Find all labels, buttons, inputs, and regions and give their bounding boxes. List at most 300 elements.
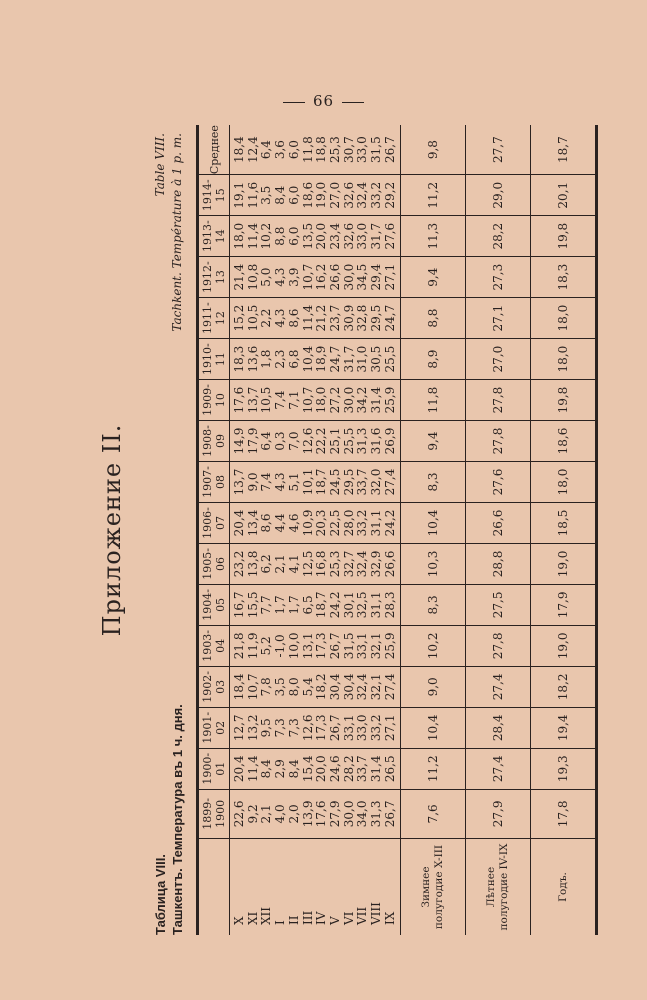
temperature-value: 6,5 [300,595,315,615]
aggregate-value: 29,0 [466,175,531,216]
temperature-value: 10,4 [300,345,315,373]
temperature-value: 8,4 [259,759,274,779]
month-values-cell [230,380,401,421]
temperature-value: 9,0 [245,472,260,492]
aggregate-value: 28,4 [466,707,531,748]
temperature-value: 32,6 [341,222,356,250]
temperature-value: 27,4 [382,468,397,496]
temperature-value: 3,6 [273,140,288,160]
temperature-value: 6,0 [286,140,301,160]
table-title-fr: Table VIII. Tachkent. Température à 1 p. m. [153,133,184,332]
month-label: II [286,915,301,925]
temperature-value: 24,7 [327,345,342,373]
column-header: 1905-06 [198,543,230,584]
temperature-value: 30,0 [341,263,356,291]
aggregate-label: Зимнее полугодие X-III [401,839,466,936]
temperature-value: 24,2 [327,591,342,619]
temperature-value: 32,9 [369,550,384,578]
temperature-value: 13,6 [245,345,260,373]
temperature-value: 33,1 [341,714,356,742]
temperature-value: 16,8 [314,550,329,578]
header-corner [198,839,230,936]
temperature-value: 12,4 [245,136,260,163]
temperature-value: 18,7 [314,591,329,619]
temperature-value: 24,5 [327,468,342,496]
temperature-value: 27,1 [382,263,397,291]
temperature-value: 24,7 [382,304,397,332]
temperature-value: 10,1 [300,468,315,496]
aggregate-value: 19,3 [531,748,597,789]
temperature-value: 11,4 [245,755,260,783]
column-header: 1902-03 [198,666,230,707]
temperature-value: 31,7 [341,345,356,373]
temperature-value: 32,5 [355,591,370,619]
temperature-value: 19,0 [314,181,329,209]
aggregate-row [466,125,531,935]
aggregate-value: 8,8 [401,298,466,339]
aggregate-value: 7,6 [401,789,466,838]
aggregate-value: 11,3 [401,216,466,257]
temperature-value: 20,0 [314,222,329,250]
temperature-value: 24,2 [382,509,397,537]
temperature-value: 21,2 [314,304,329,332]
temperature-value: 26,7 [382,136,397,163]
aggregate-value: 9,4 [401,257,466,298]
aggregate-label: Годъ. [531,839,597,936]
temperature-value: 2,1 [259,804,274,824]
temperature-value: 1,7 [286,595,301,615]
temperature-value: 17,6 [232,386,246,414]
temperature-value: 34,5 [355,263,370,291]
temperature-value: 22,6 [232,800,246,828]
column-header: 1906-07 [198,502,230,543]
aggregate-value: 9,4 [401,421,466,462]
temperature-value: 4,3 [273,472,288,492]
aggregate-value: 11,2 [401,175,466,216]
temperature-value: 18,8 [314,136,329,163]
temperature-value: 13,4 [245,509,260,537]
aggregate-value: 27,3 [466,257,531,298]
temperature-value: 10,9 [300,509,315,537]
temperature-value: 1,7 [273,595,288,615]
aggregate-value: 18,6 [531,421,597,462]
temperature-value: 8,6 [286,308,301,328]
temperature-value: 7,4 [259,472,274,492]
temperature-value: 20,0 [314,755,329,783]
column-header: 1908-09 [198,421,230,462]
temperature-value: 30,4 [327,673,342,701]
temperature-value: 32,1 [369,673,384,701]
temperature-value: 33,0 [355,136,370,163]
temperature-value: 28,0 [341,509,356,537]
temperature-value: 31,4 [369,755,384,783]
temperature-value: 3,9 [286,267,301,287]
temperature-value: 6,0 [286,185,301,205]
temperature-value: 21,4 [232,263,246,291]
column-header: Среднее [198,125,230,175]
column-header: 1913-14 [198,216,230,257]
temperature-value: 26,6 [327,263,342,291]
temperature-value: 15,5 [245,591,260,619]
temperature-value: 31,4 [369,386,384,414]
month-values-cell [230,789,401,838]
month-label: IX [382,911,397,925]
temperature-value: 18,4 [232,673,246,701]
aggregate-row [531,125,597,935]
month-values-cell [230,257,401,298]
aggregate-value: 27,6 [466,462,531,503]
aggregate-row [401,125,466,935]
temperature-value: 23,7 [327,304,342,332]
temperature-value: 25,5 [382,345,397,373]
temperature-value: 4,6 [286,513,301,533]
temperature-value: 22,5 [327,509,342,537]
temperature-value: 27,1 [382,714,397,742]
temperature-value: 20,4 [232,755,246,783]
temperature-value: 31,6 [369,427,384,455]
temperature-value: 31,5 [341,632,356,660]
temperature-value: 29,2 [382,181,397,209]
temperature-value: 5,0 [259,267,274,287]
table-title-ru: Таблица VIII. Ташкентъ. Температура въ 1 ч. дня. [153,704,185,935]
temperature-value: 9,5 [259,718,274,738]
column-header: 1909-10 [198,380,230,421]
temperature-value: 26,7 [382,800,397,828]
temperature-value: 21,8 [232,632,246,660]
month-label: XI [245,911,260,925]
temperature-value: 28,2 [341,755,356,783]
temperature-value: 23,4 [327,222,342,250]
temperature-value: 13,8 [245,550,260,578]
temperature-value: 33,0 [355,222,370,250]
temperature-value: 10,0 [286,632,301,660]
temperature-value: 13,1 [300,632,315,660]
aggregate-value: 18,7 [531,125,597,175]
temperature-value: 27,2 [327,386,342,414]
temperature-value: 28,3 [382,591,397,619]
page-number: 66 [0,92,647,110]
temperature-value: 27,6 [382,222,397,250]
temperature-value: 8,4 [273,185,288,205]
column-header: 1903-04 [198,625,230,666]
aggregate-value: 19,4 [531,707,597,748]
temperature-value: 31,5 [369,136,384,163]
temperature-value: 18,7 [314,468,329,496]
temperature-value: 7,3 [286,718,301,738]
aggregate-value: 18,0 [531,339,597,380]
column-header: 1911-12 [198,298,230,339]
temperature-value: 32,4 [355,673,370,701]
aggregate-value: 18,2 [531,666,597,707]
temperature-value: 20,4 [232,509,246,537]
aggregate-value: 11,2 [401,748,466,789]
temperature-value: 11,4 [300,304,315,332]
monthly-values-row [230,125,401,935]
temperature-value: 10,7 [245,673,260,701]
temperature-value: 25,3 [327,550,342,578]
temperature-value: 30,7 [341,136,356,163]
temperature-value: 31,3 [355,427,370,455]
month-values-cell [230,625,401,666]
month-label: III [300,910,315,925]
aggregate-value: 17,9 [531,584,597,625]
month-labels [230,839,401,936]
temperature-value: 4,3 [273,267,288,287]
temperature-value: 8,6 [259,513,274,533]
temperature-value: 11,8 [300,136,315,163]
temperature-value: 32,4 [355,181,370,209]
aggregate-value: 28,8 [466,543,531,584]
temperature-value: 31,3 [369,800,384,828]
temperature-value: 7,1 [286,390,301,410]
temperature-value: 32,0 [369,468,384,496]
aggregate-value: 10,3 [401,543,466,584]
temperature-value: 18,4 [232,136,246,163]
temperature-value: 17,3 [314,632,329,660]
temperature-value: 27,0 [327,181,342,209]
aggregate-value: 27,4 [466,748,531,789]
aggregate-value: 19,0 [531,543,597,584]
month-values-cell [230,339,401,380]
month-label: XII [259,906,274,925]
temperature-value: 12,7 [232,714,246,742]
month-values-cell [230,175,401,216]
temperature-value: 18,3 [232,345,246,373]
aggregate-value: 18,0 [531,462,597,503]
aggregate-value: 18,5 [531,502,597,543]
temperature-value: 2,1 [273,554,288,574]
temperature-value: 33,2 [369,714,384,742]
temperature-value: 16,2 [314,263,329,291]
temperature-value: 12,6 [300,427,315,455]
temperature-value: 33,1 [355,632,370,660]
month-values-cell [230,584,401,625]
temperature-value: 8,4 [286,759,301,779]
temperature-value: 13,9 [300,800,315,828]
temperature-value: 12,5 [300,550,315,578]
aggregate-value: 27,0 [466,339,531,380]
aggregate-value: 27,5 [466,584,531,625]
temperature-value: 0,3 [273,431,288,451]
month-values-cell [230,666,401,707]
month-label: VIII [369,902,384,925]
temperature-value: 10,2 [259,222,274,250]
temperature-value: 22,2 [314,427,329,455]
column-header: 1904-05 [198,584,230,625]
temperature-value: 30,0 [341,800,356,828]
temperature-value: 13,2 [245,714,260,742]
month-values-cell [230,502,401,543]
temperature-value: 17,6 [314,800,329,828]
aggregate-value: 8,9 [401,339,466,380]
month-label: VI [341,911,356,925]
temperature-value: 34,0 [355,800,370,828]
temperature-table [196,125,598,935]
month-values-cell [230,462,401,503]
column-header: 1914-15 [198,175,230,216]
temperature-value: 17,9 [245,427,260,455]
aggregate-value: 8,3 [401,462,466,503]
temperature-value: 34,2 [355,386,370,414]
temperature-value: 10,8 [245,263,260,291]
column-header: 1900-01 [198,748,230,789]
month-label: X [232,916,246,925]
aggregate-value: 18,0 [531,298,597,339]
temperature-value: 33,2 [355,509,370,537]
temperature-value: 15,2 [232,304,246,332]
temperature-value: 33,2 [369,181,384,209]
temperature-value: 33,7 [355,468,370,496]
temperature-value: 29,5 [341,468,356,496]
aggregate-value: 27,1 [466,298,531,339]
column-header: 1907-08 [198,462,230,503]
month-values-cell [230,298,401,339]
temperature-value: 4,4 [273,513,288,533]
temperature-value: 30,1 [341,591,356,619]
aggregate-value: 20,1 [531,175,597,216]
temperature-value: 32,8 [355,304,370,332]
aggregate-value: 28,2 [466,216,531,257]
temperature-value: 29,4 [369,263,384,291]
temperature-value: 12,6 [300,714,315,742]
temperature-value: 4,3 [273,308,288,328]
temperature-value: 25,9 [382,632,397,660]
temperature-value: 33,0 [355,714,370,742]
temperature-value: 33,7 [355,755,370,783]
aggregate-value: 19,0 [531,625,597,666]
temperature-value: 26,7 [327,714,342,742]
temperature-value: 15,4 [300,755,315,783]
temperature-value: 32,6 [341,181,356,209]
temperature-value: 18,2 [314,673,329,701]
aggregate-value: 19,8 [531,216,597,257]
temperature-value: 30,5 [369,345,384,373]
temperature-value: 25,9 [382,386,397,414]
temperature-value: 31,7 [369,222,384,250]
temperature-value: 6,4 [259,431,274,451]
temperature-value: 30,4 [341,673,356,701]
temperature-value: 10,5 [259,386,274,414]
temperature-value: 5,4 [300,677,315,697]
temperature-value: 7,0 [286,431,301,451]
temperature-value: 9,2 [245,804,260,824]
temperature-value: 10,7 [300,263,315,291]
aggregate-value: 11,8 [401,380,466,421]
temperature-value: 2,2 [259,308,274,328]
appendix-title: Приложение II. [98,423,126,637]
temperature-value: 26,5 [382,755,397,783]
aggregate-value: 26,6 [466,502,531,543]
temperature-value: 13,5 [300,222,315,250]
month-values-cell [230,216,401,257]
temperature-value: 2,0 [286,804,301,824]
temperature-value: 18,9 [314,345,329,373]
aggregate-value: 10,4 [401,707,466,748]
month-label: V [327,916,342,925]
aggregate-value: 9,8 [401,125,466,175]
aggregate-value: 17,8 [531,789,597,838]
temperature-value: 5,1 [286,472,301,492]
column-header: 1912-13 [198,257,230,298]
temperature-value: 29,5 [369,304,384,332]
temperature-value: 31,1 [369,509,384,537]
aggregate-value: 8,3 [401,584,466,625]
temperature-value: 13,7 [232,468,246,496]
aggregate-value: 10,4 [401,502,466,543]
column-header: 1910-11 [198,339,230,380]
month-values-cell [230,421,401,462]
temperature-value: 27,4 [382,673,397,701]
temperature-value: 3,5 [259,185,274,205]
month-label: VII [355,906,370,925]
temperature-value: 26,9 [382,427,397,455]
aggregate-value: 27,9 [466,789,531,838]
aggregate-value: 10,2 [401,625,466,666]
temperature-value: 25,1 [327,427,342,455]
temperature-value: 18,0 [314,386,329,414]
rotated-table-block [92,125,572,935]
temperature-value: 32,7 [341,550,356,578]
temperature-value: 18,6 [300,181,315,209]
aggregate-value: 27,8 [466,625,531,666]
temperature-value: 11,9 [245,632,260,660]
temperature-value: 3,5 [273,677,288,697]
month-values-cell [230,748,401,789]
temperature-value: 6,0 [286,226,301,246]
temperature-value: 7,8 [259,677,274,697]
aggregate-label: Лѣтнее полугодие IV-IX [466,839,531,936]
temperature-value: 5,2 [259,636,274,656]
temperature-value: 25,3 [327,136,342,163]
temperature-value: 31,1 [369,591,384,619]
temperature-value: 14,9 [232,427,246,455]
temperature-value: 4,0 [273,804,288,824]
temperature-value: 6,2 [259,554,274,574]
column-header: 1899-1900 [198,789,230,838]
temperature-value: 1,8 [259,349,274,369]
temperature-value: 6,8 [286,349,301,369]
aggregate-value: 19,8 [531,380,597,421]
temperature-value: 16,7 [232,591,246,619]
temperature-value: 7,4 [273,390,288,410]
temperature-value: 6,4 [259,140,274,160]
temperature-value: 23,2 [232,550,246,578]
temperature-value: 32,1 [369,632,384,660]
temperature-value: 26,7 [327,632,342,660]
temperature-value: 2,3 [273,349,288,369]
temperature-value: -1,0 [273,634,288,658]
temperature-value: 25,5 [341,427,356,455]
temperature-value: 10,5 [245,304,260,332]
aggregate-value: 18,3 [531,257,597,298]
temperature-value: 30,0 [341,386,356,414]
temperature-value: 24,6 [327,755,342,783]
aggregate-value: 27,4 [466,666,531,707]
aggregate-value: 27,7 [466,125,531,175]
temperature-value: 26,6 [382,550,397,578]
month-values-cell [230,707,401,748]
temperature-value: 19,1 [232,181,246,209]
temperature-value: 10,7 [300,386,315,414]
month-label: I [273,920,288,925]
aggregate-value: 9,0 [401,666,466,707]
temperature-value: 13,7 [245,386,260,414]
temperature-value: 27,9 [327,800,342,828]
aggregate-value: 27,8 [466,421,531,462]
month-label: IV [314,911,329,925]
temperature-value: 7,7 [259,595,274,615]
temperature-value: 18,0 [232,222,246,250]
